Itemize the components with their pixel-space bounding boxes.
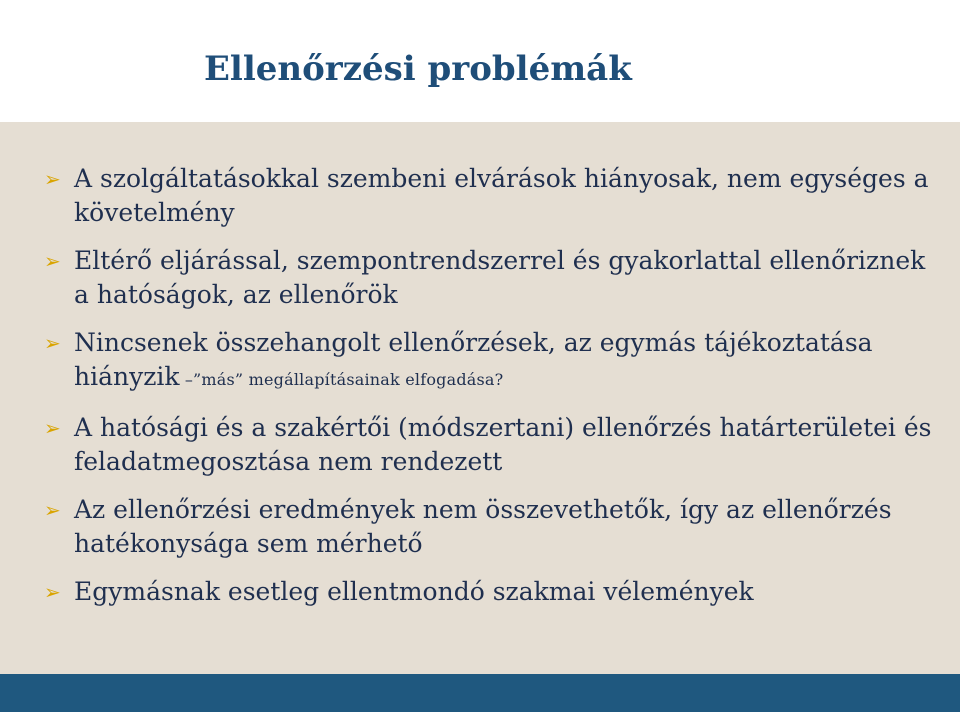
bullet-list — [44, 162, 944, 623]
footer-bar — [0, 674, 960, 712]
bullet-item — [44, 326, 944, 397]
bullet-item — [44, 411, 944, 479]
bullet-text: Eltérő eljárással, szempontrendszerrel és gyakorlattal ellenőriznek a hatóságok, az ellenőrök — [74, 246, 926, 309]
slide-title: Ellenőrzési problémák — [204, 49, 632, 89]
title-area — [0, 0, 960, 122]
bullet-item — [44, 493, 944, 561]
bullet-item — [44, 575, 944, 609]
bullet-note: –”más” megállapításainak elfogadása? — [179, 370, 504, 389]
bullet-main-text: Nincsenek összehangolt ellenőrzések, az egymás tájékoztatása hiányzik — [74, 328, 873, 391]
arrowhead-right-icon: ➢ — [44, 498, 61, 522]
arrowhead-right-icon: ➢ — [44, 167, 61, 191]
arrowhead-right-icon: ➢ — [44, 331, 61, 355]
bullet-text-with-note — [74, 326, 944, 397]
arrowhead-right-icon: ➢ — [44, 249, 61, 273]
bullet-item — [44, 162, 944, 230]
bullet-text: Az ellenőrzési eredmények nem összevethetők, így az ellenőrzés hatékonysága sem mérhető — [74, 495, 892, 558]
bullet-text: A hatósági és a szakértői (módszertani) ellenőrzés határterületei és feladatmegosztása nem rendezett — [74, 413, 932, 476]
arrowhead-right-icon: ➢ — [44, 580, 61, 604]
bullet-item — [44, 244, 944, 312]
bullet-text: A szolgáltatásokkal szembeni elvárások hiányosak, nem egységes a követelmény — [74, 164, 929, 227]
arrowhead-right-icon: ➢ — [44, 416, 61, 440]
bullet-text: Egymásnak esetleg ellentmondó szakmai vélemények — [74, 577, 754, 606]
